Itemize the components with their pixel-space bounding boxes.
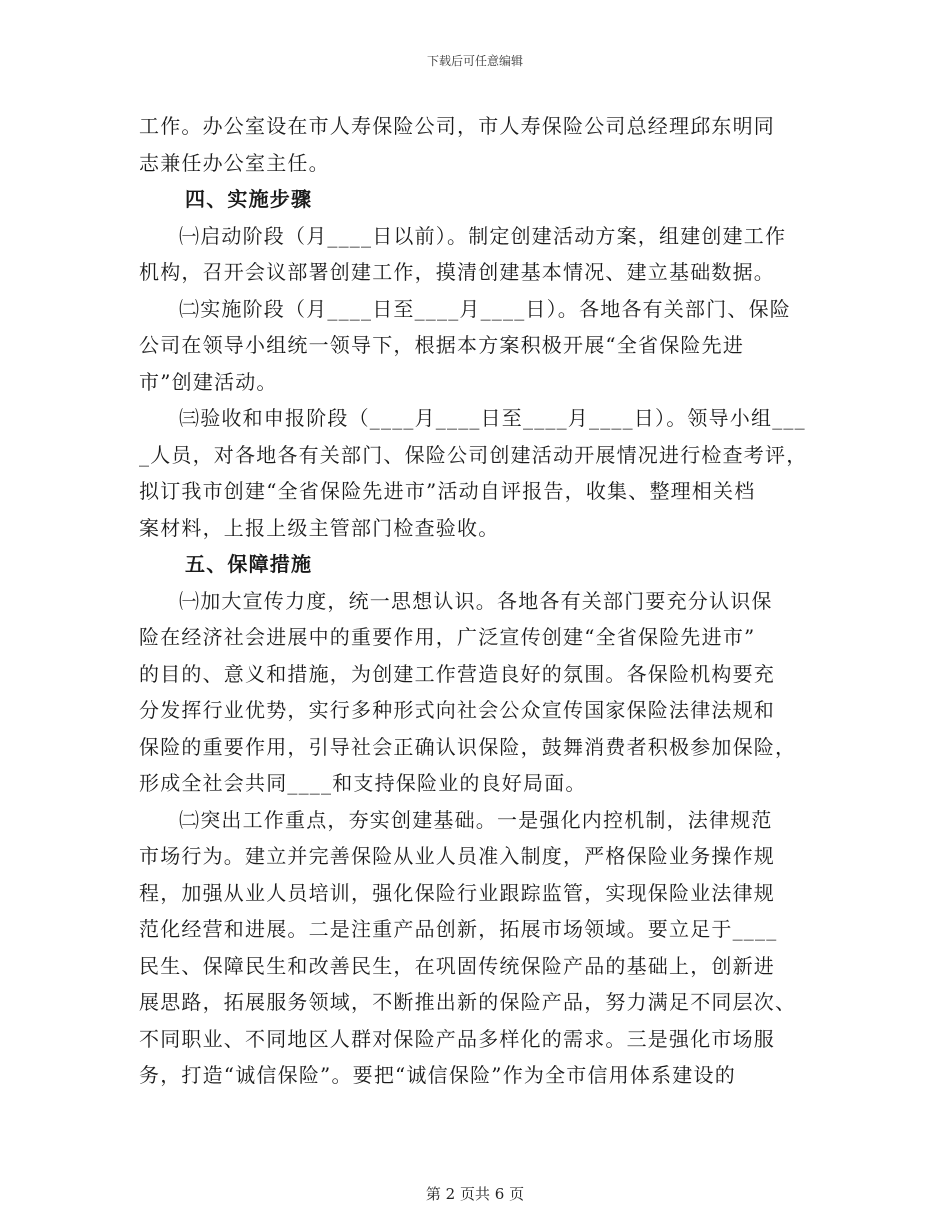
body-line: ㈡实施阶段（月____日至____月____日）。各地各有关部门、保险 [179, 296, 791, 321]
body-line: ㈢验收和申报阶段（____月____日至____月____日）。领导小组___ [179, 406, 806, 430]
body-line: 民生、保障民生和改善民生，在巩固传统保险产品的基础上，创新进 [139, 953, 775, 978]
body-line: 志兼任办公室主任。 [139, 150, 330, 175]
body-line: 案材料，上报上级主管部门检查验收。 [139, 515, 500, 540]
body-line: 分发挥行业优势，实行多种形式向社会公众宣传国家保险法律法规和 [139, 698, 775, 722]
body-line: 务，打造“诚信保险”。要把“诚信保险”作为全市信用体系建设的 [139, 1063, 736, 1087]
body-line: 拟订我市创建“全省保险先进市”活动自评报告，收集、整理相关档 [139, 479, 756, 503]
body-line: ㈡突出工作重点，夯实创建基础。一是强化内控机制，法律规范 [179, 807, 773, 832]
body-line: 保险的重要作用，引导社会正确认识保险，鼓舞消费者积极参加保险， [139, 734, 797, 759]
document-body [139, 108, 819, 1094]
body-line: 不同职业、不同地区人群对保险产品多样化的需求。三是强化市场服 [139, 1026, 775, 1051]
page-footer: 第 2 页共 6 页 [425, 1185, 525, 1203]
body-line: 展思路，拓展服务领域，不断推出新的保险产品，努力满足不同层次、 [139, 990, 797, 1014]
body-line: ㈠加大宣传力度，统一思想认识。各地各有关部门要充分认识保 [179, 588, 773, 613]
body-line: 工作。办公室设在市人寿保险公司，市人寿保险公司总经理邱东明同 [139, 114, 775, 138]
body-line: 市场行为。建立并完善保险从业人员准入制度，严格保险业务操作规 [139, 844, 775, 868]
section-heading-safeguard-measures: 五、保障措施 [185, 552, 313, 576]
body-line: 险在经济社会进展中的重要作用，广泛宣传创建“全省保险先进市” [139, 625, 756, 649]
body-line: 机构，召开会议部署创建工作，摸清创建基本情况、建立基础数据。 [139, 260, 775, 284]
body-line: 程，加强从业人员培训，强化保险行业跟踪监管，实现保险业法律规 [139, 880, 775, 905]
section-heading-implementation-steps: 四、实施步骤 [185, 187, 313, 211]
body-line: ㈠启动阶段（月____日以前）。制定创建活动方案，组建创建工作 [179, 223, 787, 248]
body-line: 的目的、意义和措施，为创建工作营造良好的氛围。各保险机构要充 [139, 661, 775, 686]
body-line: 范化经营和进展。二是注重产品创新，拓展市场领域。要立足于____ [139, 917, 778, 941]
page-header: 下载后可任意编辑 [426, 54, 523, 68]
body-line: 形成全社会共同____和支持保险业的良好局面。 [139, 771, 587, 795]
body-line: _人员，对各地各有关部门、保险公司创建活动开展情况进行检查考评， [139, 442, 808, 467]
body-line: 公司在领导小组统一领导下，根据本方案积极开展“全省保险先进 [139, 333, 745, 357]
body-line: 市”创建活动。 [139, 369, 278, 394]
